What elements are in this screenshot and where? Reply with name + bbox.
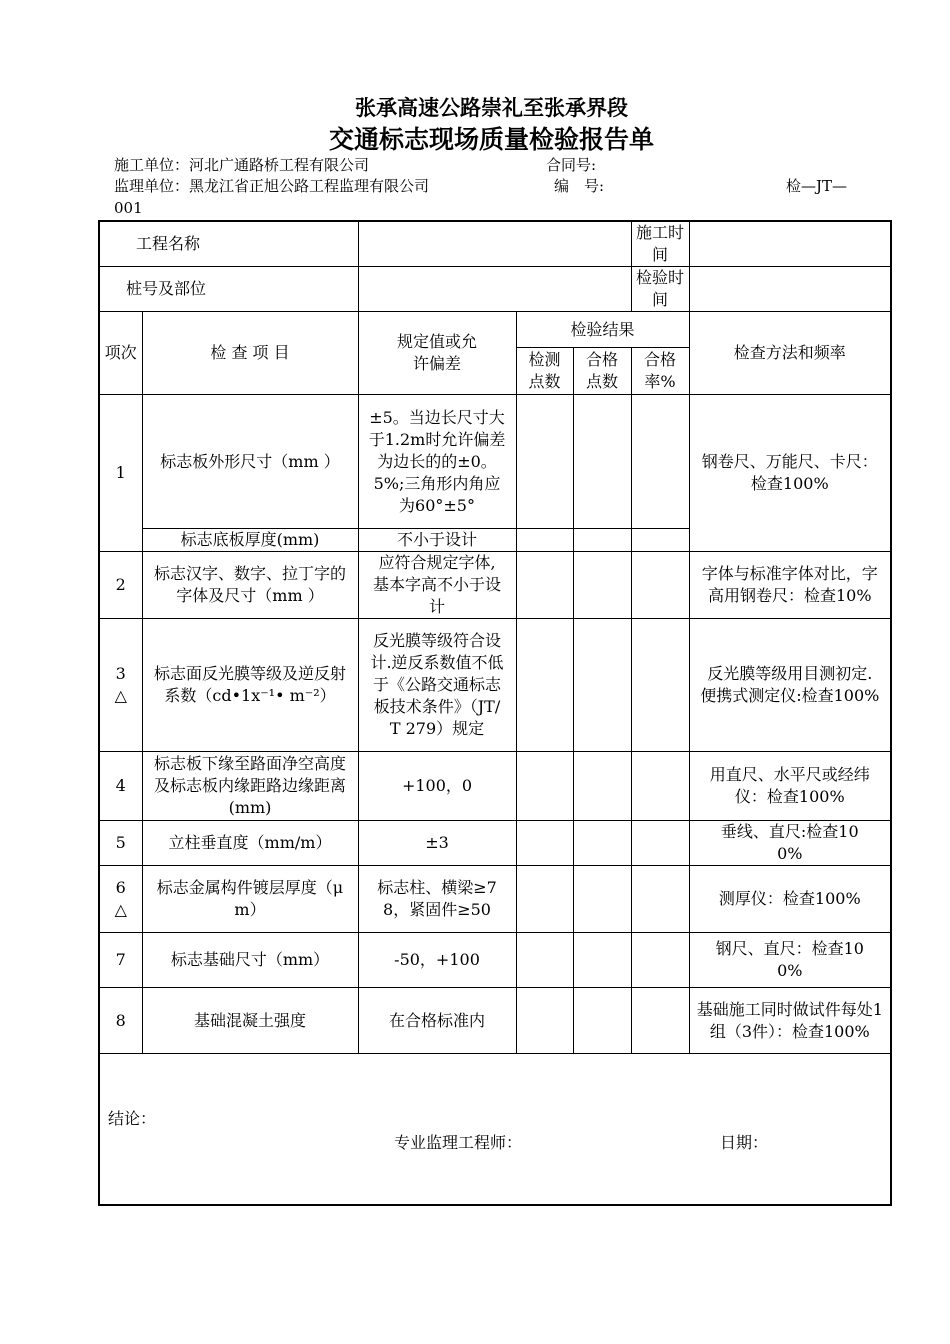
inspection-form-table <box>98 220 892 1206</box>
table-row <box>99 866 891 933</box>
report-number-suffix: 001 <box>114 199 143 217</box>
row-pass-rate-cell[interactable] <box>631 866 689 933</box>
row-method: 用直尺、水平尺或经纬仪：检查100% <box>689 752 891 821</box>
table-row <box>99 619 891 752</box>
row-check-item: 立柱垂直度（mm/m） <box>142 821 358 866</box>
col-header-method: 检查方法和频率 <box>689 312 891 395</box>
row-pass-points-cell[interactable] <box>573 552 631 619</box>
row-points-cell[interactable] <box>516 395 573 529</box>
row-points-cell[interactable] <box>516 866 573 933</box>
row-method: 垂线、直尺:检查100% <box>689 821 891 866</box>
row-check-item: 标志板外形尺寸（mm ） <box>142 395 358 529</box>
row-number: 5 <box>99 821 142 866</box>
station-row <box>99 267 891 312</box>
row-spec: ±3 <box>358 821 516 866</box>
col-header-item-no: 项次 <box>99 312 142 395</box>
row-pass-rate-cell[interactable] <box>631 529 689 552</box>
row-check-item: 标志金属构件镀层厚度（μm） <box>142 866 358 933</box>
col-header-spec: 规定值或允许偏差 <box>358 312 516 395</box>
row-pass-rate-cell[interactable] <box>631 619 689 752</box>
row-points-cell[interactable] <box>516 619 573 752</box>
row-points-cell[interactable] <box>516 933 573 988</box>
col-header-result: 检验结果 <box>516 312 689 348</box>
row-check-item: 基础混凝土强度 <box>142 988 358 1054</box>
row-points-cell[interactable] <box>516 552 573 619</box>
row-spec: 标志柱、横梁≥78，紧固件≥50 <box>358 866 516 933</box>
report-title-line2: 交通标志现场质量检验报告单 <box>328 125 654 154</box>
row-method: 测厚仪：检查100% <box>689 866 891 933</box>
row-number: 1 <box>99 395 142 552</box>
row-points-cell[interactable] <box>516 988 573 1054</box>
table-row <box>99 988 891 1054</box>
row-pass-rate-cell[interactable] <box>631 988 689 1054</box>
row-points-cell[interactable] <box>516 752 573 821</box>
start-time-label: 施工时间 <box>631 221 689 267</box>
contractor-field: 施工单位：河北广通路桥工程有限公司 <box>114 156 370 174</box>
row-pass-points-cell[interactable] <box>573 988 631 1054</box>
contract-number-label: 合同号: <box>546 156 597 174</box>
col-header-check-item: 检 查 项 目 <box>142 312 358 395</box>
row-method: 钢卷尺、万能尺、卡尺：检查100% <box>689 395 891 552</box>
row-spec: 不小于设计 <box>358 529 516 552</box>
row-pass-points-cell[interactable] <box>573 529 631 552</box>
conclusion-cell[interactable] <box>99 1054 891 1205</box>
row-points-cell[interactable] <box>516 821 573 866</box>
row-spec: 反光膜等级符合设计.逆反系数值不低于《公路交通标志板技术条件》（JT/T 279）规定 <box>358 619 516 752</box>
project-name-row <box>99 221 891 267</box>
project-name-label: 工程名称 <box>99 221 358 267</box>
row-pass-rate-cell[interactable] <box>631 552 689 619</box>
col-header-points: 检测点数 <box>516 348 573 395</box>
row-points-cell[interactable] <box>516 529 573 552</box>
row-check-item: 标志底板厚度(mm) <box>142 529 358 552</box>
row-method: 基础施工同时做试件每处1组（3件）：检查100% <box>689 988 891 1054</box>
row-number: 4 <box>99 752 142 821</box>
row-check-item: 标志面反光膜等级及逆反射系数（cd•1x⁻¹• m⁻²） <box>142 619 358 752</box>
row-spec: 在合格标准内 <box>358 988 516 1054</box>
row-check-item: 标志汉字、数字、拉丁字的字体及尺寸（mm ） <box>142 552 358 619</box>
project-name-value[interactable] <box>358 221 631 267</box>
row-pass-points-cell[interactable] <box>573 933 631 988</box>
row-pass-points-cell[interactable] <box>573 395 631 529</box>
row-spec: 应符合规定字体,基本字高不小于设计 <box>358 552 516 619</box>
row-check-item: 标志板下缘至路面净空高度及标志板内缘距路边缘距离(mm) <box>142 752 358 821</box>
date-label: 日期： <box>720 1133 769 1152</box>
table-row <box>99 821 891 866</box>
inspect-time-label: 检验时间 <box>631 267 689 312</box>
row-pass-rate-cell[interactable] <box>631 821 689 866</box>
row-spec: +100，0 <box>358 752 516 821</box>
row-pass-points-cell[interactable] <box>573 752 631 821</box>
row-pass-points-cell[interactable] <box>573 619 631 752</box>
report-title-line1: 张承高速公路崇礼至张承界段 <box>355 96 628 120</box>
engineer-signature-label: 专业监理工程师： <box>394 1133 523 1152</box>
table-row <box>99 933 891 988</box>
report-number-label: 编 号: <box>554 177 605 195</box>
row-pass-rate-cell[interactable] <box>631 752 689 821</box>
col-header-pass-points: 合格点数 <box>573 348 631 395</box>
row-pass-rate-cell[interactable] <box>631 395 689 529</box>
row-pass-points-cell[interactable] <box>573 821 631 866</box>
row-number: 8 <box>99 988 142 1054</box>
report-number-value: 检—JT— <box>786 177 848 195</box>
conclusion-row <box>99 1054 891 1205</box>
row-number-with-mark: 6 △ <box>99 866 142 933</box>
row-number-with-mark: 3 △ <box>99 619 142 752</box>
row-spec: -50，+100 <box>358 933 516 988</box>
table-row <box>99 395 891 529</box>
row-spec: ±5。当边长尺寸大于1.2m时允许偏差为边长的的±0。5%;三角形内角应为60°±5° <box>358 395 516 529</box>
row-method: 钢尺、直尺：检查100% <box>689 933 891 988</box>
conclusion-label: 结论： <box>108 1109 157 1128</box>
station-value[interactable] <box>358 267 631 312</box>
column-header-row <box>99 312 891 348</box>
inspect-time-value[interactable] <box>689 267 891 312</box>
supervisor-field: 监理单位：黑龙江省正旭公路工程监理有限公司 <box>114 177 430 195</box>
row-number: 7 <box>99 933 142 988</box>
col-header-pass-rate: 合格率% <box>631 348 689 395</box>
table-row <box>99 552 891 619</box>
row-method: 反光膜等级用目测初定.便携式测定仪:检查100% <box>689 619 891 752</box>
key-item-mark: △ <box>114 686 127 705</box>
row-method: 字体与标准字体对比，字高用钢卷尺：检查10% <box>689 552 891 619</box>
row-pass-rate-cell[interactable] <box>631 933 689 988</box>
start-time-value[interactable] <box>689 221 891 267</box>
row-check-item: 标志基础尺寸（mm） <box>142 933 358 988</box>
key-item-mark: △ <box>114 900 127 919</box>
row-number: 2 <box>99 552 142 619</box>
row-pass-points-cell[interactable] <box>573 866 631 933</box>
station-label: 桩号及部位 <box>99 267 358 312</box>
table-row <box>99 752 891 821</box>
